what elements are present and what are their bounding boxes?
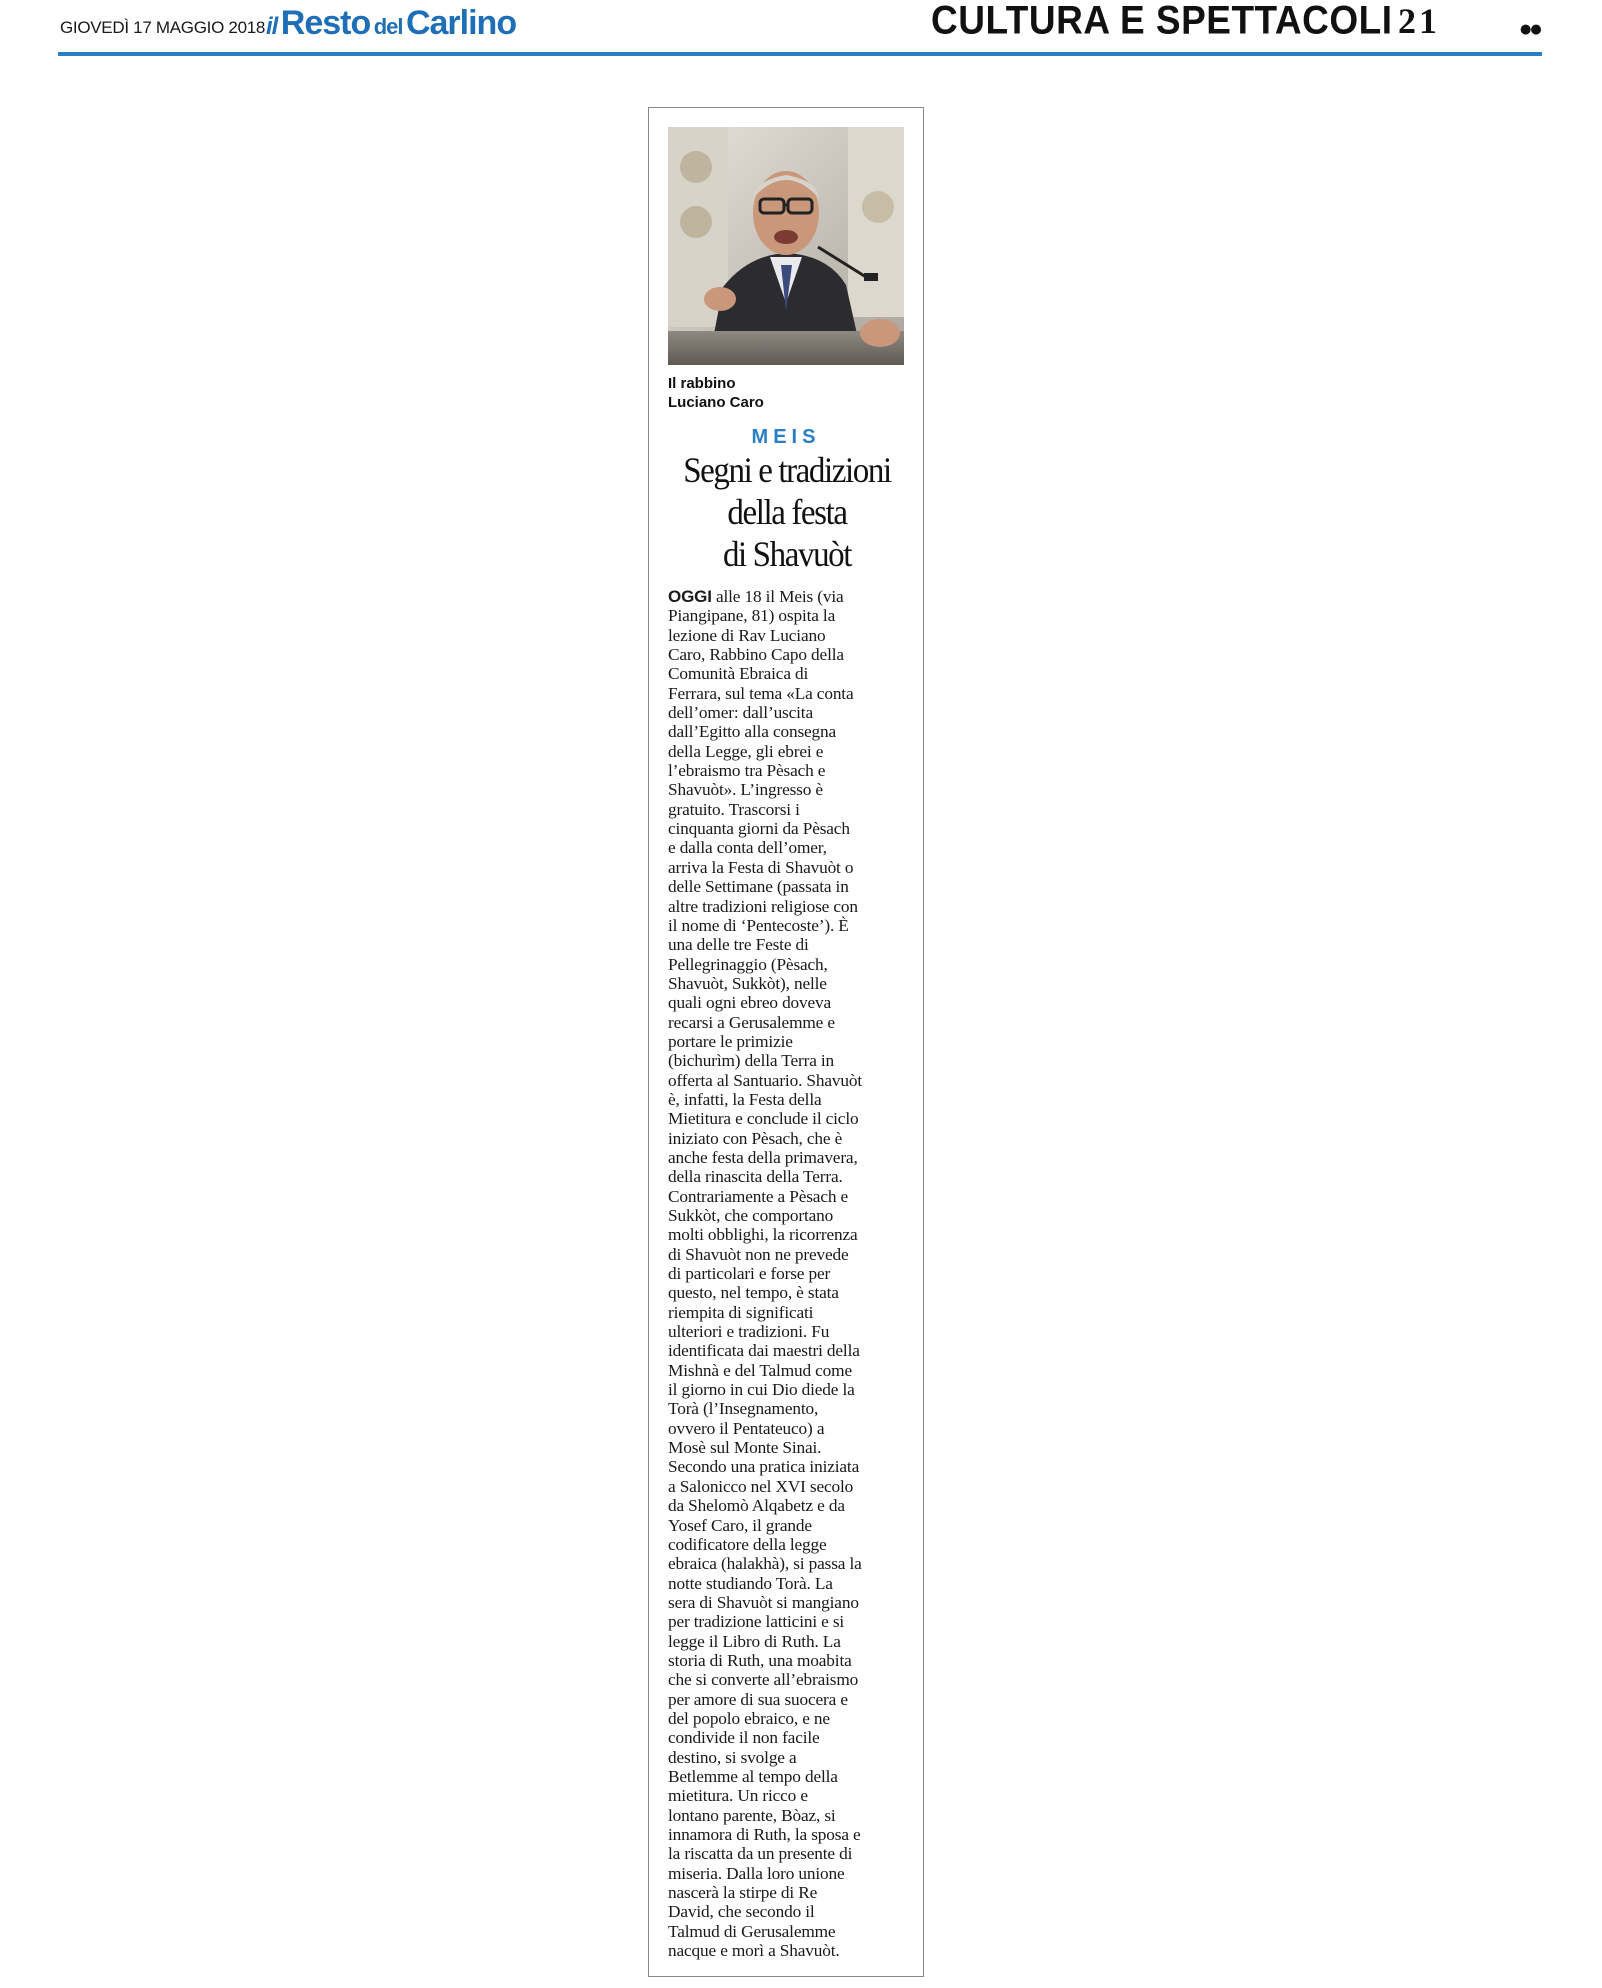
body-line: Talmud di Gerusalemme	[668, 1921, 836, 1941]
body-line: notte studiando Torà. La	[668, 1573, 833, 1593]
article-body	[668, 587, 912, 1960]
body-line: recarsi a Gerusalemme e	[668, 1012, 835, 1032]
body-line: Ferrara, sul tema «La conta	[668, 683, 854, 703]
body-line: lontano parente, Bòaz, si	[668, 1805, 836, 1825]
body-line: per amore di sua suocera e	[668, 1689, 848, 1709]
body-line: l’ebraismo tra Pèsach e	[668, 761, 826, 781]
body-line: Shavuòt, Sukkòt), nelle	[668, 973, 827, 993]
body-line: della Legge, gli ebrei e	[668, 741, 824, 761]
body-line: Mosè sul Monte Sinai.	[668, 1438, 822, 1458]
body-line: Secondo una pratica iniziata	[668, 1457, 860, 1477]
body-line: (bichurìm) della Terra in	[668, 1051, 835, 1071]
body-line: sera di Shavuòt si mangiano	[668, 1592, 859, 1612]
body-line: Shavuòt». L’ingresso è	[668, 780, 823, 800]
body-line: identificata dai maestri della	[668, 1341, 860, 1361]
body-line: storia di Ruth, una moabita	[668, 1650, 852, 1670]
body-line: offerta al Santuario. Shavuòt	[668, 1070, 863, 1090]
body-line: portare le primizie	[668, 1031, 793, 1051]
body-line: per tradizione latticini e si	[668, 1612, 845, 1632]
body-line: destino, si svolge a	[668, 1747, 797, 1767]
body-line: anche festa della primavera,	[668, 1147, 858, 1167]
body-line: Yosef Caro, il grande	[668, 1515, 812, 1535]
body-line: delle Settimane (passata in	[668, 877, 849, 897]
body-line: codificatore della legge	[668, 1534, 827, 1554]
body-line: la riscatta da un presente di	[668, 1844, 853, 1864]
body-line: arriva la Festa di Shavuòt o	[668, 857, 854, 877]
body-line: Pellegrinaggio (Pèsach,	[668, 954, 828, 974]
body-line: che si converte all’ebraismo	[668, 1670, 859, 1690]
photo-caption	[668, 374, 904, 412]
body-line: e dalla conta dell’omer,	[668, 838, 827, 858]
body-line: il nome di ‘Pentecoste’). È	[668, 915, 849, 935]
logo-del: del	[373, 14, 403, 39]
body-line: innamora di Ruth, la sposa e	[668, 1825, 861, 1844]
body-line: Comunità Ebraica di	[668, 664, 809, 684]
section-title: CULTURA E SPETTACOLI	[931, 0, 1393, 43]
body-line: ulteriori e tradizioni. Fu	[668, 1322, 830, 1342]
body-line: cinquanta giorni da Pèsach	[668, 819, 850, 839]
body-line: ebraica (halakhà), si passa la	[668, 1554, 862, 1574]
caption-line: Il rabbino	[668, 375, 736, 392]
body-line: David, che secondo il	[668, 1902, 815, 1922]
body-line: il giorno in cui Dio diede la	[668, 1380, 855, 1400]
body-line: Betlemme al tempo della	[668, 1766, 838, 1786]
logo-resto: Resto	[280, 4, 371, 42]
body-line: dell’omer: dall’uscita	[668, 703, 813, 723]
body-line: di particolari e forse per	[668, 1264, 831, 1284]
logo-carlino: Carlino	[405, 4, 517, 42]
body-line: lezione di Rav Luciano	[668, 625, 826, 645]
logo-il: il	[266, 13, 278, 40]
body-line: legge il Libro di Ruth. La	[668, 1631, 841, 1651]
body-line: nacque e morì a Shavuòt.	[668, 1941, 840, 1961]
body-line: è, infatti, la Festa della	[668, 1089, 822, 1109]
photo-rabbi-speaking-icon	[668, 127, 904, 365]
caption-line: Luciano Caro	[668, 394, 764, 411]
body-line: Caro, Rabbino Capo della	[668, 645, 844, 665]
body-line: a Salonicco nel XVI secolo	[668, 1476, 854, 1496]
body-line: miseria. Dalla loro unione	[668, 1863, 845, 1883]
body-line: Torà (l’Insegnamento,	[668, 1399, 819, 1419]
body-line	[668, 587, 912, 606]
page-masthead	[58, 0, 1542, 56]
publication-date: GIOVEDÌ 17 MAGGIO 2018	[60, 18, 266, 37]
body-line: molti obblighi, la ricorrenza	[668, 1225, 858, 1245]
body-line: mietitura. Un ricco e	[668, 1786, 808, 1806]
body-line-text: alle 18 il Meis (via	[711, 587, 844, 606]
body-line: altre tradizioni religiose con	[668, 896, 858, 916]
body-line: della rinascita della Terra.	[668, 1167, 843, 1187]
body-line: quali ogni ebreo doveva	[668, 993, 832, 1013]
body-line: condivide il non facile	[668, 1728, 820, 1748]
article-kicker: MEIS	[751, 426, 821, 448]
lead-word: OGGI	[668, 587, 712, 606]
body-line: una delle tre Feste di	[668, 935, 809, 955]
body-line: da Shelomò Alqabetz e da	[668, 1496, 845, 1516]
body-line: Mietitura e conclude il ciclo	[668, 1109, 859, 1129]
body-line: Mishnà e del Talmud come	[668, 1360, 852, 1380]
article-headline	[657, 450, 917, 576]
body-line: gratuito. Trascorsi i	[668, 799, 800, 819]
body-line: Contrariamente a Pèsach e	[668, 1186, 849, 1206]
headline-line: della festa	[727, 493, 847, 533]
body-line: questo, nel tempo, è stata	[668, 1283, 839, 1303]
body-line: iniziato con Pèsach, che è	[668, 1128, 843, 1148]
headline-line: Segni e tradizioni	[683, 451, 891, 491]
body-line: Sukkòt, che comportano	[668, 1206, 834, 1225]
body-line: del popolo ebraico, e ne	[668, 1708, 830, 1728]
body-line: ovvero il Pentateuco) a	[668, 1418, 825, 1438]
body-line: Piangipane, 81) ospita la	[668, 606, 836, 626]
page-number: 21	[1398, 1, 1440, 41]
headline-line: di Shavuòt	[722, 535, 852, 575]
body-line: nascerà la stirpe di Re	[668, 1883, 818, 1903]
body-line: riempita di significati	[668, 1302, 814, 1322]
edition-marks: ●●	[1520, 22, 1541, 37]
article-box	[648, 107, 924, 1977]
body-line: dall’Egitto alla consegna	[668, 722, 837, 742]
newspaper-logo	[266, 4, 516, 43]
body-line: di Shavuòt non ne prevede	[668, 1244, 849, 1264]
